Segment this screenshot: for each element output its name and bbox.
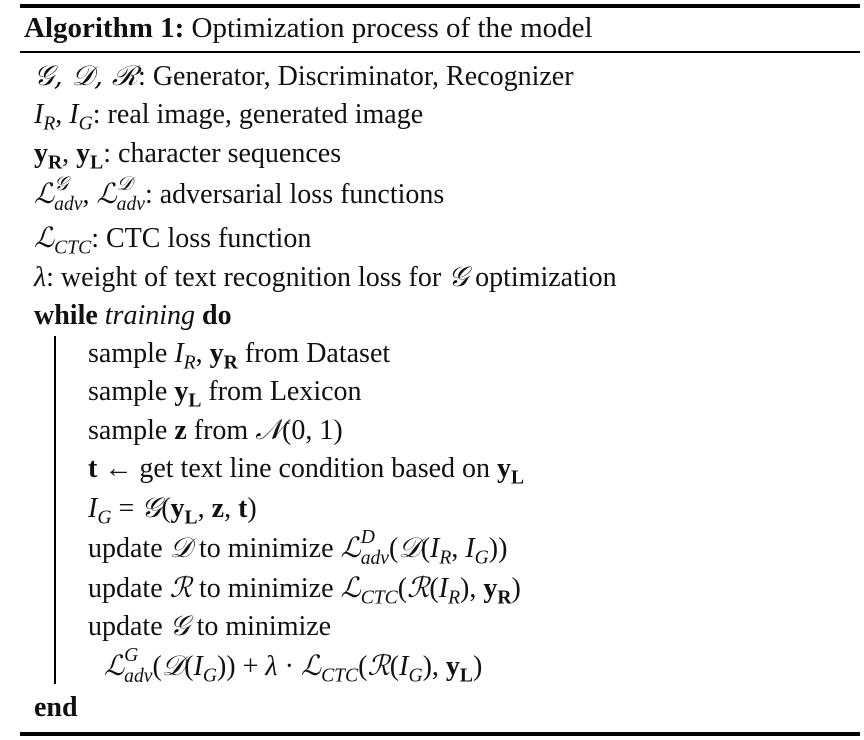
end-line: end — [34, 692, 78, 723]
step-sample-noise: sample z from 𝒩(0, 1) — [88, 413, 343, 446]
step-generator-objective: ℒ G adv $(𝒟(I_G)) + \lambda$ · $ℒ_{CTC}(ℛ(I_G)$, $y_L$) — [104, 645, 483, 687]
input-line-sequences: $y_R$, $y_L$: character sequences — [34, 138, 342, 174]
input-line-images: $I_R$, $I_G$: real image, generated image — [34, 99, 424, 135]
step-sample-real: sample $I_R$, $y_R$ from Dataset — [88, 338, 391, 374]
step-sample-lexicon: sample $y_L$ from Lexicon — [88, 376, 362, 412]
algorithm-caption — [24, 10, 593, 46]
bottom-rule — [20, 732, 860, 736]
input-line-adv-loss: ℒ 𝒢 adv , ℒ 𝒟 adv : adversarial loss functions — [34, 172, 445, 215]
step-update-discriminator: update 𝒟 to minimize ℒ D adv ($𝒟(I_R$, $I_G$)) — [88, 527, 508, 569]
algorithm-label: Algorithm 1: — [24, 12, 185, 44]
step-generate: $I_G$ = $𝒢(y_L$, z, t) — [88, 491, 257, 529]
input-line-models: 𝒢, 𝒟, ℛ: Generator, Discriminator, Recognizer — [34, 59, 574, 92]
step-update-recognizer: update ℛ to minimize $ℒ_{CTC}(ℛ(I_R)$, $y_R$) — [88, 571, 521, 609]
step-update-generator: update 𝒢 to minimize — [88, 609, 332, 642]
algorithm-box — [20, 4, 860, 736]
while-line: while training do — [34, 300, 232, 331]
step-text-condition: t ← get text line condition based on $y_L$ — [88, 453, 525, 489]
caption-rule — [20, 51, 860, 53]
input-line-ctc-loss: ℒ$_{CTC}$: CTC loss function — [34, 221, 312, 259]
top-rule — [20, 4, 860, 8]
loop-body-bar — [54, 336, 56, 684]
algorithm-title: Optimization process of the model — [191, 12, 593, 44]
input-line-lambda: λ: weight of text recognition loss for 𝒢 optimization — [34, 260, 617, 293]
